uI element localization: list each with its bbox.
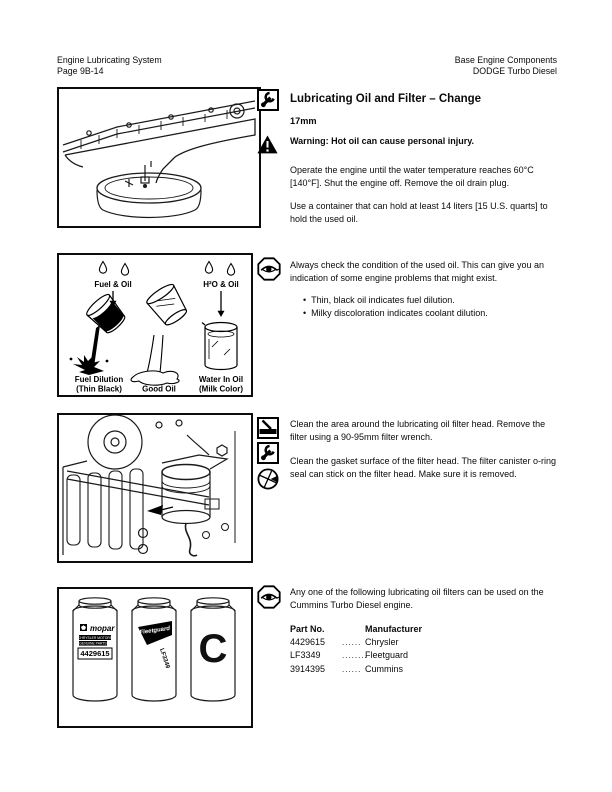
caption-water-in-oil: Water In Oil [198, 375, 244, 384]
filter-oring-icon [256, 467, 280, 496]
mopar-wordmark: mopar [90, 624, 115, 633]
header-system-title: Engine Lubricating System [57, 55, 162, 65]
section-title: Lubricating Oil and Filter – Change [290, 93, 482, 105]
part-number: 4429615 [290, 636, 326, 647]
wrench-icon [257, 89, 279, 116]
figure-filter-removal [57, 413, 253, 563]
table-row [290, 663, 559, 677]
section-inspect [257, 257, 559, 319]
header-section-title: Base Engine Components [454, 55, 557, 65]
fleetguard-part-number: LF3349 [158, 647, 171, 670]
para-use-container: Use a container that can hold at least 14 liters [15 U.S. quarts] to hold the used oil. [290, 201, 548, 224]
manufacturer: Fleetguard [365, 650, 409, 660]
warning-text: Warning: Hot oil can cause personal injury. [290, 136, 475, 146]
cummins-logo-mark: C [198, 627, 228, 671]
parts-table-header [290, 623, 559, 636]
fleetguard-wordmark: Fleetguard [139, 625, 171, 637]
para-operate-engine: Operate the engine until the water temperature reaches 60°C [140°F]. Shut the engine off. Remove the oil drain plug. [290, 165, 534, 188]
table-row [290, 649, 559, 663]
warning-triangle-icon [257, 135, 278, 159]
col-manufacturer: Manufacturer [365, 624, 423, 634]
bullet-fuel-dilution [303, 294, 563, 307]
manufacturer: Cummins [365, 663, 404, 674]
figure-oil-condition [57, 253, 253, 397]
para-clean-area: Clean the area around the lubricating oil filter head. Remove the filter using a 90-95mm filter wrench. [290, 419, 546, 442]
para-check-oil: Always check the condition of the used oil. This can give you an indication of some engine problems that might exist. [290, 260, 544, 283]
scraper-clean-icon [257, 417, 279, 444]
dots-leader: ...... [342, 637, 362, 647]
bullet-coolant-dilution [303, 307, 563, 320]
figure-oil-filters [57, 587, 253, 728]
para-clean-gasket: Clean the gasket surface of the filter head. The filter canister o-ring seal can stick on the filter head. Make sure it is removed. [290, 456, 556, 479]
mopar-bar2-text: GENUINE PARTS [79, 641, 107, 646]
bullet-text: Milky discoloration indicates coolant dilution. [311, 307, 488, 318]
mopar-part-number: 4429615 [80, 649, 110, 658]
oil-condition-illustration [59, 255, 251, 395]
dots-leader: ...... [342, 664, 362, 674]
mopar-bar1-text: CHRYSLER MOTORS [77, 636, 113, 640]
header-page-number: Page 9B-14 [57, 65, 104, 76]
table-row [290, 636, 559, 650]
section-clean [257, 416, 559, 481]
part-number: 3914395 [290, 663, 326, 674]
eye-octagon-icon [257, 257, 281, 286]
tool-size: 17mm [290, 116, 317, 126]
bullet-glyph: • [303, 307, 307, 318]
para-filter-options: Any one of the following lubricating oil filters can be used on the Cummins Turbo Diesel engine. [290, 587, 544, 610]
part-number: LF3349 [290, 650, 321, 660]
label-h2o-oil: H²O & Oil [203, 280, 239, 289]
bullet-text: Thin, black oil indicates fuel dilution. [311, 295, 455, 305]
figure-oil-drain [57, 87, 261, 228]
caption-thin-black: (Thin Black) [76, 384, 122, 394]
caption-fuel-dilution: Fuel Dilution [74, 375, 124, 384]
caption-milk-color: (Milk Color) [199, 384, 243, 394]
parts-table [290, 623, 559, 676]
col-part-no: Part No. [290, 624, 325, 634]
section-change [257, 88, 559, 226]
oil-drain-illustration [59, 89, 259, 226]
dots-leader: ........ [342, 651, 368, 660]
label-fuel-oil: Fuel & Oil [94, 280, 132, 289]
header-engine-title: DODGE Turbo Diesel [472, 65, 557, 76]
oil-filters-illustration [59, 589, 251, 726]
section-filters [257, 584, 559, 676]
manufacturer: Chrysler [365, 636, 399, 647]
wrench-icon [257, 442, 279, 469]
eye-octagon-icon [257, 585, 281, 614]
filter-removal-illustration [59, 415, 251, 561]
oil-condition-bullets [303, 294, 563, 319]
header-right [455, 55, 557, 76]
bullet-glyph: • [303, 295, 307, 305]
caption-good-oil: Good Oil [142, 384, 176, 394]
header-left [57, 55, 162, 76]
